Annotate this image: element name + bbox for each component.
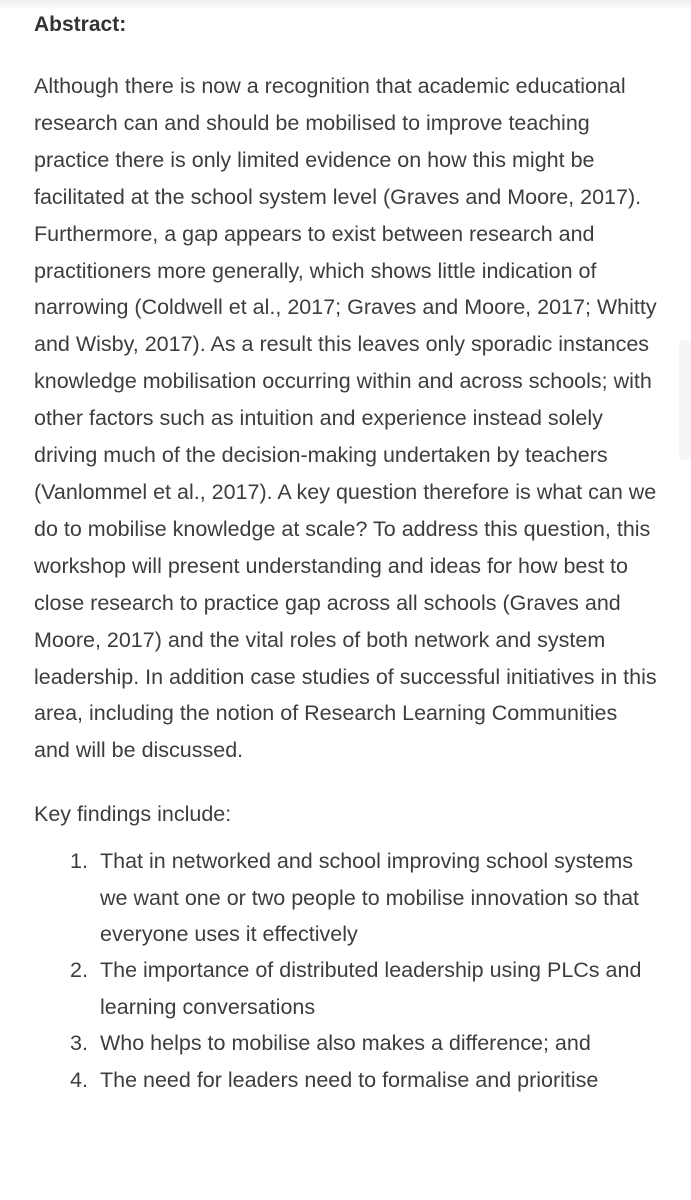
key-finding-text: The importance of distributed leadership using PLCs and learning conversations: [100, 958, 642, 1019]
key-findings-list: [34, 843, 659, 1098]
key-finding-number: 4.: [70, 1067, 88, 1092]
key-finding-number: 3.: [70, 1031, 88, 1056]
key-finding-text: Who helps to mobilise also makes a difference; and: [100, 1031, 591, 1056]
abstract-paragraph: Although there is now a recognition that academic educational research can and should be mobilised to improve teaching practice there is only limited evidence on how this might be facilitated at the school system level (Graves and Moore, 2017). Furthermore, a gap appears to exist between research and practitioners more generally, which shows little indication of narrowing (Coldwell et al., 2017; Graves and Moore, 2017; Whitty and Wisby, 2017). As a result this leaves only sporadic instances knowledge mobilisation occurring within and across schools; with other factors such as intuition and experience instead solely driving much of the decision-making undertaken by teachers (Vanlommel et al., 2017). A key question therefore is what can we do to mobilise knowledge at scale? To address this question, this workshop will present understanding and ideas for how best to close research to practice gap across all schools (Graves and Moore, 2017) and the vital roles of both network and system leadership. In addition case studies of successful initiatives in this area, including the notion of Research Learning Communities and will be discussed.: [34, 74, 657, 763]
scrollbar-thumb[interactable]: [679, 340, 691, 460]
key-finding-item: [34, 1025, 659, 1061]
key-finding-item: [34, 1062, 659, 1098]
key-finding-item: [34, 952, 659, 1025]
key-finding-text: The need for leaders need to formalise and prioritise: [100, 1067, 599, 1092]
abstract-heading: Abstract:: [34, 13, 127, 36]
key-finding-number: 2.: [70, 958, 88, 983]
key-finding-item: [34, 843, 659, 952]
key-finding-number: 1.: [70, 849, 88, 874]
document-content: [34, 0, 659, 1098]
key-findings-heading: Key findings include:: [34, 802, 232, 827]
key-finding-text: That in networked and school improving school systems we want one or two people to mobilise innovation so that everyone uses it effectively: [100, 849, 640, 947]
